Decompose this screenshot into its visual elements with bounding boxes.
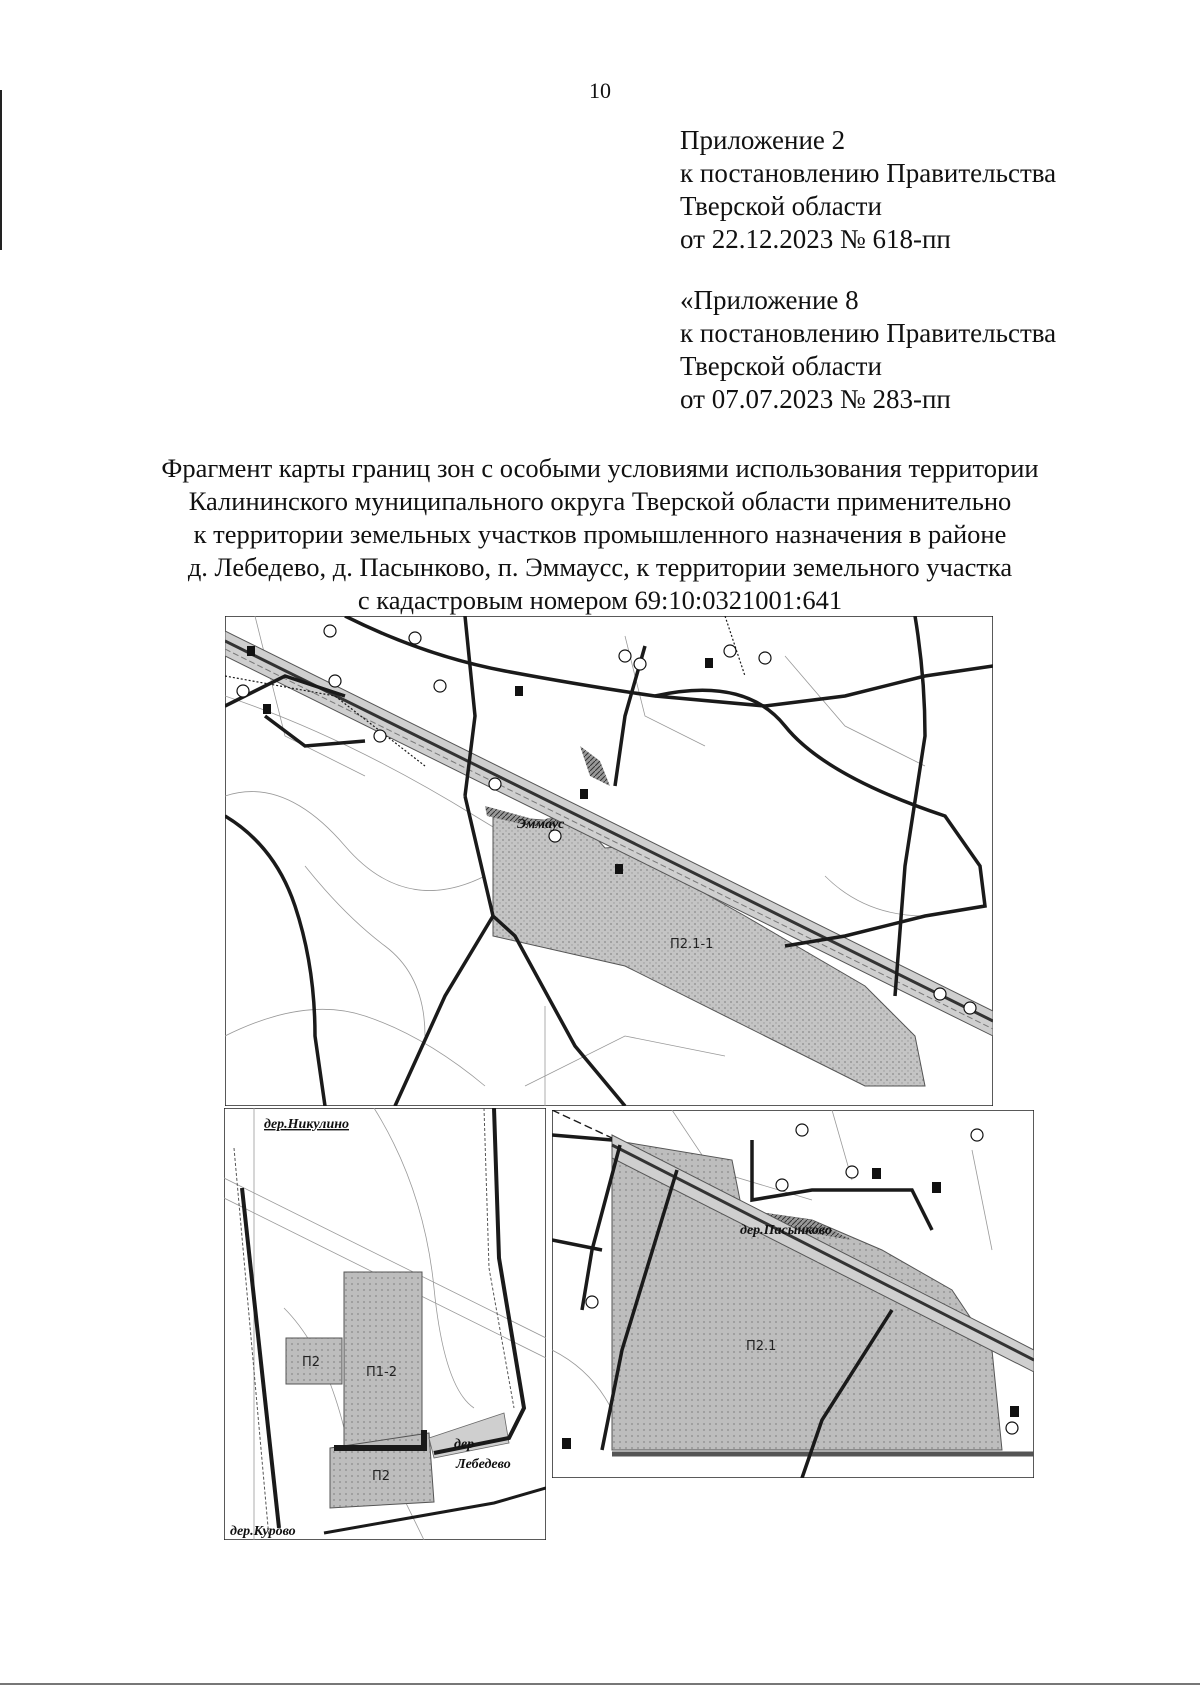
- zone-label-p2-1-1: П2.1-1: [670, 937, 714, 952]
- title-line: Калининского муниципального округа Тверской области применительно: [188, 486, 1012, 516]
- map-fragment-emmaus: [225, 616, 993, 1106]
- appendix-line: от 07.07.2023 № 283-пп: [680, 384, 951, 414]
- appendix-line: от 22.12.2023 № 618-пп: [680, 224, 951, 254]
- appendix-line: Тверской области: [680, 191, 882, 221]
- appendix-reference-amended: [680, 284, 1056, 416]
- title-line: Фрагмент карты границ зон с особыми условиями использования территории: [161, 453, 1039, 483]
- village-label-nikulino: дер.Никулино: [264, 1117, 350, 1132]
- village-label-emmaus: Эммаус: [517, 817, 565, 832]
- zone-label-p2-1: П2.1: [746, 1339, 777, 1354]
- title-line: с кадастровым номером 69:10:0321001:641: [357, 585, 843, 615]
- zone-label-p1-2: П1-2: [366, 1365, 398, 1380]
- document-title: [140, 452, 1060, 617]
- appendix-line: к постановлению Правительства: [680, 318, 1057, 348]
- appendix-line: к постановлению Правительства: [680, 158, 1057, 188]
- zone-label-p2: П2: [372, 1469, 391, 1484]
- appendix-line: Тверской области: [680, 351, 882, 381]
- title-line: д. Лебедево, д. Пасынково, п. Эммаусс, к территории земельного участка: [187, 552, 1013, 582]
- scan-edge-mark: [0, 90, 2, 250]
- appendix-line: Приложение 2: [680, 125, 846, 155]
- appendix-reference-current: [680, 124, 1056, 256]
- page-number: 10: [589, 78, 611, 103]
- appendix-line: «Приложение 8: [680, 285, 859, 315]
- village-label-lebedevo-part1: дер: [454, 1437, 475, 1452]
- map-fragment-pasynkovo: [552, 1110, 1034, 1478]
- scan-edge-mark: [0, 1683, 1200, 1685]
- village-label-kurovo: дер.Курово: [230, 1524, 296, 1539]
- village-label-lebedevo-part2: Лебедево: [456, 1457, 511, 1472]
- map-fragment-lebedevo: [224, 1108, 546, 1540]
- village-label-pasynkovo: дер.Пасынково: [740, 1223, 832, 1238]
- title-line: к территории земельных участков промышленного назначения в районе: [193, 519, 1007, 549]
- zone-label-p2: П2: [302, 1355, 321, 1370]
